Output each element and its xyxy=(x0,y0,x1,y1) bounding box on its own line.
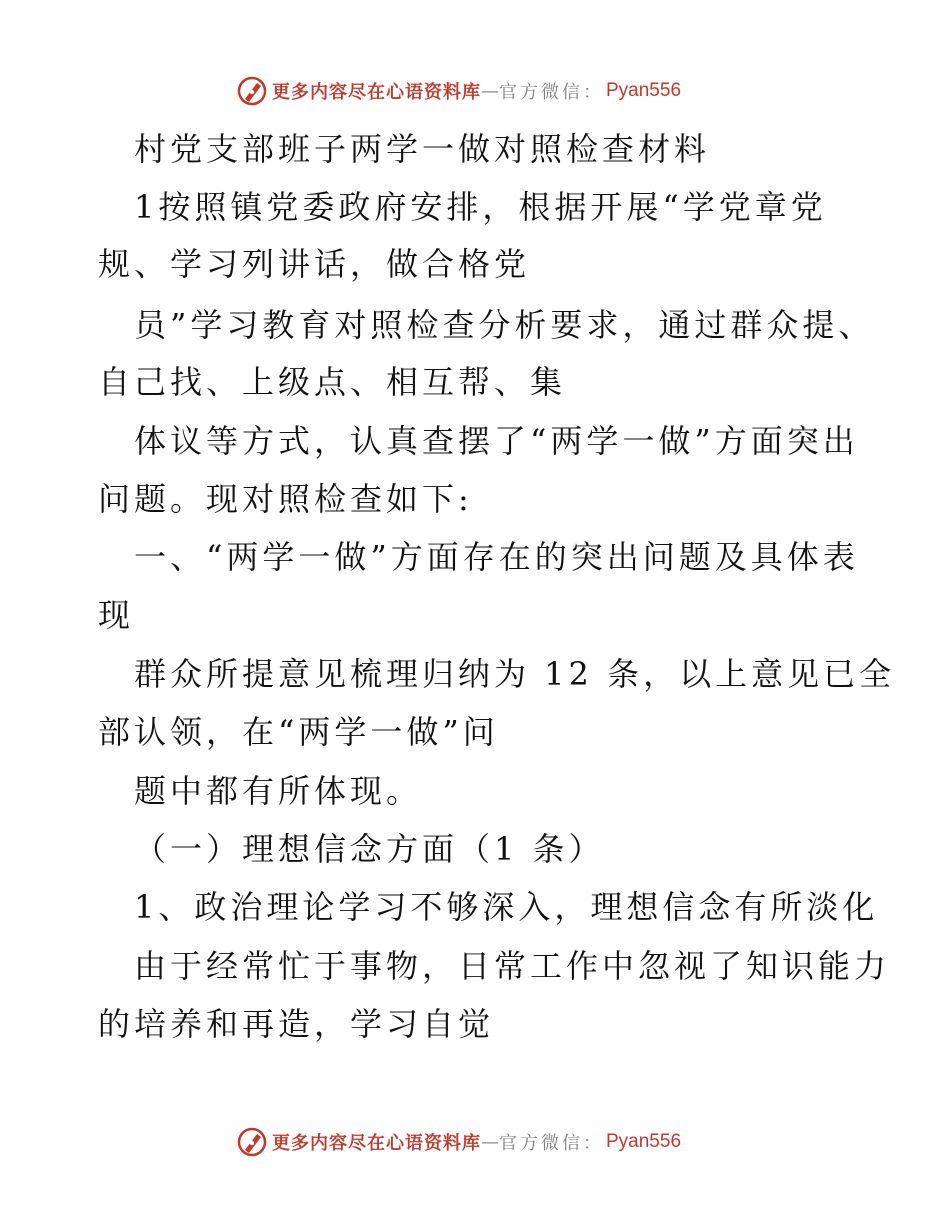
paragraph-line: 体议等方式，认真查摆了“两学一做”方面突出 xyxy=(134,422,859,460)
banner-id: Pyan556 xyxy=(606,1131,682,1152)
banner-text: 更多内容尽在心语资料库 xyxy=(272,1133,481,1154)
paragraph-line: 1、政治理论学习不够深入，理想信念有所淡化 xyxy=(134,888,879,926)
paragraph-line: 规、学习列讲话，做合格党 xyxy=(98,245,531,283)
paragraph-line: 部认领，在“两学一做”问 xyxy=(98,713,499,751)
paragraph-line: 由于经常忙于事物，日常工作中忽视了知识能力 xyxy=(134,947,891,985)
paragraph-line: 员”学习教育对照检查分析要求，通过群众提、 xyxy=(134,306,875,344)
paragraph-line: 1按照镇党委政府安排，根据开展“学党章党 xyxy=(134,188,827,226)
banner-dash: — xyxy=(481,1131,499,1153)
banner-id: Pyan556 xyxy=(606,80,682,101)
subsection-heading: （一）理想信念方面（1 条） xyxy=(134,830,605,868)
paragraph-line: 自己找、上级点、相互帮、集 xyxy=(98,363,567,401)
paragraph-line: 群众所提意见梳理归纳为 12 条，以上意见已全 xyxy=(134,655,896,693)
paragraph-line: 问题。现对照检查如下: xyxy=(98,480,473,518)
banner-label: 官方微信： xyxy=(499,1133,604,1154)
banner-text: 更多内容尽在心语资料库 xyxy=(272,82,481,103)
pen-logo-icon xyxy=(236,75,268,107)
paragraph-line: 的培养和再造，学习自觉 xyxy=(98,1005,495,1043)
document-title: 村党支部班子两学一做对照检查材料 xyxy=(134,130,711,168)
banner-label: 官方微信： xyxy=(499,82,604,103)
section-heading: 一、“两学一做”方面存在的突出问题及具体表 xyxy=(134,538,859,576)
banner-dash: — xyxy=(481,80,499,102)
paragraph-line: 题中都有所体现。 xyxy=(134,772,423,810)
section-heading: 现 xyxy=(98,596,135,634)
footer-watermark xyxy=(236,1125,681,1159)
header-watermark xyxy=(236,74,681,108)
pen-logo-icon xyxy=(236,1126,268,1158)
